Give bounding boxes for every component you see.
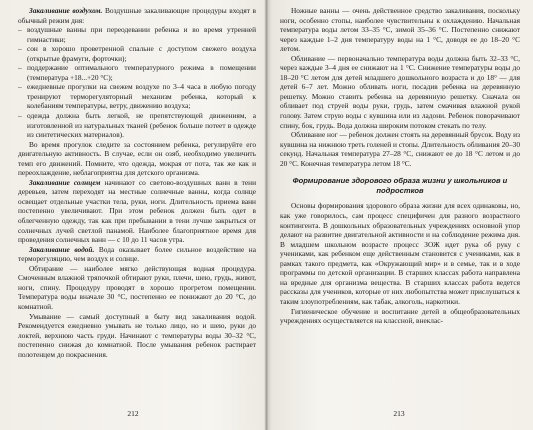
paragraph-foot-baths: Ножные ванны — очень действенное средство закаливания, поскольку ноги, особенно стопы, наиболее чувствительны к охлаждению. Начальная температура воды летом 33–35 °С, зимой 35–36 °С. Постепенно снижают через каждые 1–2 дня температуру воды на 1 °С, доводя ее до 18–20 °С летом.	[280, 6, 520, 54]
paragraph-text: начинают со светово-воздушных ванн в тени деревьев, затем переходят на местные солнечные ванны, когда солнце освещает отдельные участки тела, руки, ноги. Длительность приема ванн постепенно увеличивают. При этом ребенок должен быть одет в облегченную одежду, так как при пребывании в тени лучше закрыться от солнечных лучей светлой панамой. Наиболее благоприятное время для проведения солнечных ванн — с 10 до 11 часов утра.	[18, 177, 256, 245]
list-item-text: ежедневные прогулки на свежем воздухе по 3–4 часа в любую погоду тренируют терморегуляторный механизм ребенка, который к колебаниям температуры, ветру, движению воздуха;	[27, 82, 256, 111]
dash-bullet: –	[18, 25, 22, 35]
list-item	[18, 44, 256, 63]
dash-bullet: –	[18, 63, 22, 73]
page-number-right: 213	[393, 409, 405, 418]
section-heading: Формирование здорового образа жизни у школьников и подростков	[292, 176, 508, 195]
right-page	[266, 0, 532, 430]
list-item-text: одежда должна быть легкой, не препятствующей движениям, а изготовленной из натуральных тканей (ребенок больше потеет в одежде из синтетических материалов).	[27, 111, 256, 140]
dash-bullet: –	[18, 44, 22, 54]
list-item-text: поддержание оптимального температурного режима в помещении (температура +18...+20 °С);	[27, 63, 256, 82]
paragraph-text: Вода оказывает более сильное воздействие на терморегуляцию, чем воздух и солнце.	[18, 244, 256, 264]
paragraph-walks: Во время прогулок следите за состоянием ребенка, регулируйте его двигательную активность. В случае, если он озяб, необходимо увеличить темп его движений. Помните, что одежда, мокрая от пота, так же как и переохлаждение, неблагоприятна для детского организма.	[18, 139, 256, 178]
book-gutter	[265, 0, 268, 430]
paragraph-leg-dousing: Обливание ног — ребенок должен стоять на деревянный брусок. Воду из кувшина на нижнюю треть голеней и стопы. Длительность обливания 20–30 секунд. Начальная температура 27–28 °С, снижают ее до 18 °С летом и до 20 °С. Конечная температура летом 18 °С.	[280, 130, 521, 168]
list-item	[18, 63, 256, 82]
term-air-hardening: Закаливание воздухом.	[29, 6, 103, 15]
paragraph-air-hardening	[18, 6, 256, 25]
paragraph-dousing: Обливание — первоначально температура воды должна быть 32–33 °С, через каждые 3–4 дня ее снижают на 1 °С. Снижение температуры воды до 18–20 °С летом для детей младшего дошкольного возраста и до 18° — для детей 6–7 лет. Можно обливать ноги, посадив ребенка на деревянную решетку. Можно ставить ребенка на деревянную решетку. Сначала он обливает под струей воды руки, грудь, затем смачивая влажной рукой голову. Затем струю воды с кувшина или из ладони. Ребенок поворачивают спину, бок, грудь. Вода должна широким потоком стекать по телу.	[280, 53, 520, 130]
page-number-left: 212	[127, 409, 139, 418]
list-item-text: сон в хорошо проветренной спальне с доступом свежего воздуха (открытые фрамуги, форточки);	[27, 44, 256, 63]
list-item	[18, 25, 256, 44]
term-sun-hardening: Закаливание солнцем	[29, 177, 101, 187]
air-procedures-list	[18, 25, 256, 140]
list-item	[18, 82, 256, 111]
list-item	[18, 111, 256, 140]
dash-bullet: –	[18, 111, 22, 121]
paragraph-sun-hardening	[18, 178, 256, 245]
paragraph-healthy-lifestyle: Основы формирования здорового образа жизни для всех одинаковы, но, как уже говорилось, сам процесс специфичен для разного возрастного контингента. В дошкольных образовательных учреждениях основной упор делают на развитие двигательной активности и на соблюдение режима дня. В младшем школьном возрасте процесс ЗОЖ идет рука об руку с учениками, как ребенком еще действенным становится с учениками, как в рамках такого предмета, как «Окружающий мир» и в семье, так и в ходе программы по детской организации. В старших классах работа направлена на вредные для организма вещества. В старших классах работа ведется рассказы для учеников, которые от них любопытства может прислушаться к таким злоупотреблениям, как табак, алкоголь, наркотики.	[280, 201, 520, 306]
list-item-text: воздушные ванны при переодевании ребенка и во время утренней гимнастики;	[27, 25, 256, 44]
paragraph-text: Воздушные закаливающие процедуры входят в обычный режим дня:	[18, 6, 256, 25]
paragraph-washing: Умывание — самый доступный в быту вид закаливания водой. Рекомендуется ежедневно умывать не только лицо, но и шею, руки до локтей, верхнюю часть груди. Начинают с температуры воды 30–32 °С, постепенно снижая до комнатной. После умывания ребенок растирает полотенцем до покраснения.	[18, 311, 256, 359]
dash-bullet: –	[18, 82, 22, 92]
paragraph-hygiene-education: Гигиеническое обучение и воспитание детей в общеобразовательных учреждениях осуществляется на классной, внеклас-	[280, 306, 520, 326]
left-page	[0, 0, 266, 430]
term-water-hardening: Закаливание водой.	[29, 244, 95, 254]
paragraph-rubbing: Обтирание — наиболее мягко действующая водная процедура. Смоченным влажной тряпочкой обтирают руки, плечи, шею, грудь, живот, ноги, спину. Процедуру проводят в хорошо прогретом помещении. Температура воды вначале 30 °С, постепенно ее понижают до 20 °С, до комнатной.	[18, 263, 256, 311]
paragraph-water-hardening	[18, 245, 256, 264]
